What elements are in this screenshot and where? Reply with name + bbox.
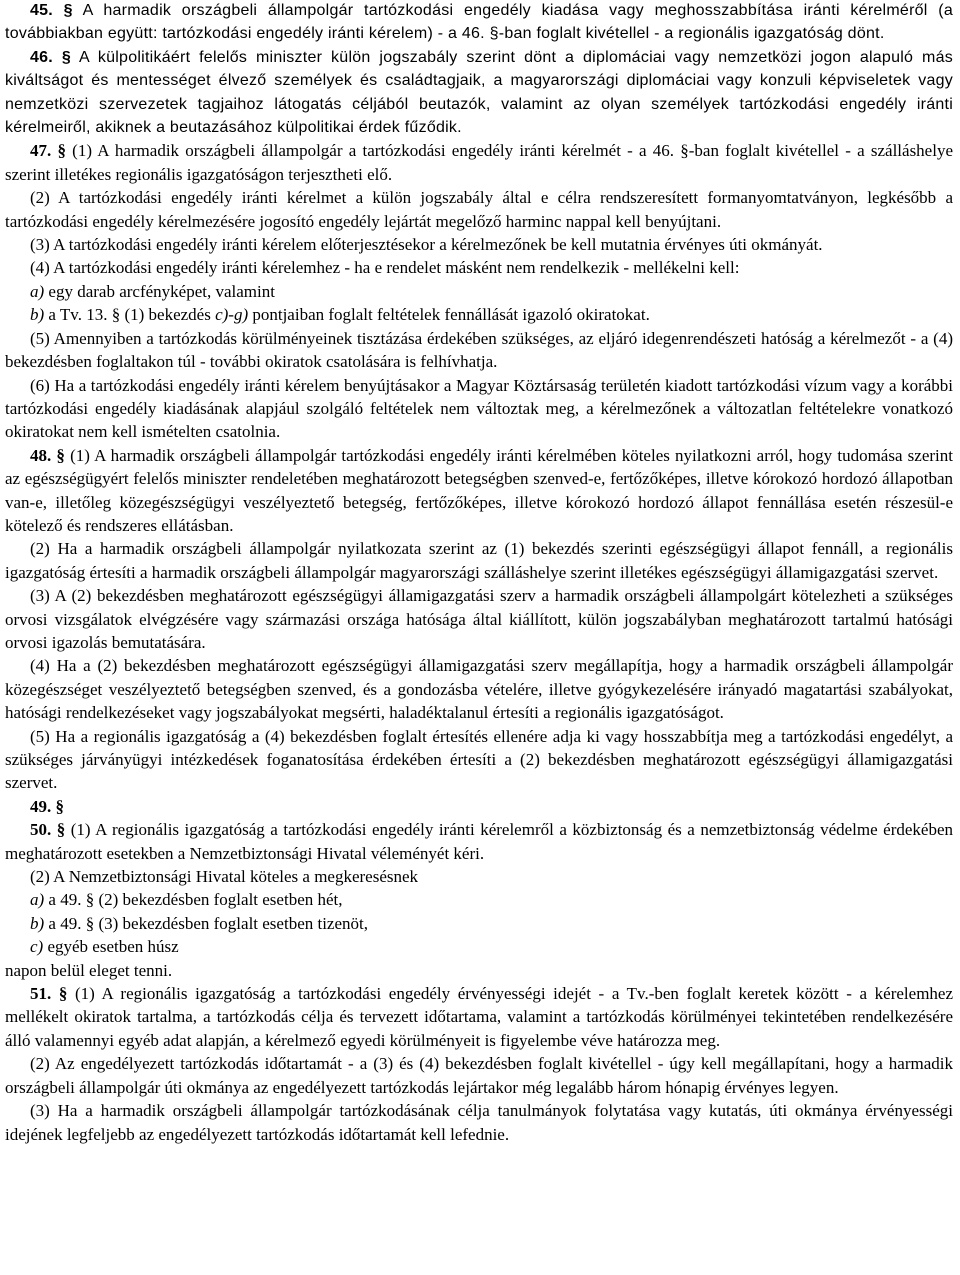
paragraph-text: (4) A tartózkodási engedély iránti kérelemhez - ha e rendelet másként nem rendelkezik - mellékelni kell: [30, 258, 740, 278]
paragraph-text: -ban foglalt kivétellel - a szálláshelye szerint illetékes regionális igazgatóságon terjesztheti elő. [5, 141, 953, 184]
section-number: 51. [30, 984, 52, 1004]
paragraph-text: a 49. [44, 913, 86, 933]
paragraph [5, 982, 953, 1052]
item-letter: b) [30, 913, 45, 933]
paragraph-text: (2) A tartózkodási engedély iránti kérelmet a külön jogszabály által e célra rendszeresített formanyomtatványon, legkésőbb a tartózkodási engedély kérelmezésére jogosító engedély lejártát megelőző harminc nappal kell benyújtani. [5, 188, 953, 231]
section-sign: § [111, 305, 121, 325]
paragraph-text: (3) bekezdésben foglalt esetben tizenöt, [94, 913, 368, 933]
paragraph-text: (2) Ha a harmadik országbeli állampolgár nyilatkozata szerint az (1) bekezdés szerinti egészségügyi állapot fennáll, a regionális igazgatóság értesíti a harmadik országbeli állampolgár magyarországi szálláshelye szerint illetékes egészségügyi államigazgatási szervet. [5, 539, 953, 582]
item-letter: c) [30, 937, 44, 957]
paragraph [5, 444, 953, 538]
section-number: 48. [30, 445, 52, 465]
paragraph [5, 888, 953, 911]
section-number: 49. [30, 796, 52, 816]
paragraph [5, 959, 953, 982]
paragraph-text: -ban foglalt kivétellel - a regionális igazgatóság dönt. [498, 25, 885, 43]
paragraph-text: (1) A harmadik országbeli állampolgár a tartózkodási engedély iránti kérelmét - a 46. [65, 141, 681, 161]
paragraph [5, 725, 953, 795]
section-number: 50. [30, 820, 52, 840]
paragraph [5, 303, 953, 326]
section-sign: § [680, 141, 689, 161]
paragraph [5, 584, 953, 654]
paragraph [5, 912, 953, 935]
section-number: 46. [30, 48, 53, 66]
section-number: 45. [30, 2, 53, 19]
paragraph [5, 865, 953, 888]
paragraph-text: (4) Ha a (2) bekezdésben meghatározott egészségügyi államigazgatási szerv megállapítja, hogy a harmadik országbeli állampolgár közegészséget veszélyeztető betegségben szenved, és a gondozásba vételére, illetve gyógykezelésére irányadó magatartási szabályokat, hatósági rendelkezéseket vagy jogszabályokat megsérti, haladéktalanul értesíti a regionális igazgatóságot. [5, 656, 953, 723]
paragraph-text: A külpolitikáért felelős miniszter külön jogszabály szerint dönt a diplomáciai vagy nemzetközi jogon alapuló más kiváltságot és mentességet élvező személyek és családtagjaik, a magyarországi diplomáciai vagy konzuli képviseletek vagy nemzetközi szervezetek tagjaihoz látogatás céljából beutazók, valamint az olyan személyek tartózkodási engedély iránti kérelmeiről, akiknek a beutazásához külpolitikai érdek fűződik. [5, 48, 953, 137]
paragraph-text: (5) Amennyiben a tartózkodás körülményeinek tisztázása érdekében szükséges, az eljáró idegenrendészeti hatóság a kérelmezőt - a (4) bekezdésben foglaltakon túl - további okiratok csatolására is felhívhatja. [5, 328, 953, 372]
section-sign: § [61, 48, 71, 66]
paragraph-text: egy darab arcfényképet, valamint [44, 281, 275, 301]
paragraph-text: (2) Az engedélyezett tartózkodás időtartamát - a (3) és (4) bekezdésben foglalt kivétellel - úgy kell megállapítani, hogy a harmadik országbeli állampolgár úti okmánya az engedélyezett tartózkodás lejártakor még legalább három hónapig érvényes legyen. [5, 1054, 953, 1097]
item-letter: a) [30, 890, 45, 910]
paragraph [5, 537, 953, 584]
paragraph-text: (1) A harmadik országbeli állampolgár tartózkodási engedély iránti kérelmében köteles nyilatkozni arról, hogy tudomása szerint az egészségügyért felelős miniszter rendeletében meghatározott betegségben szenved-e, fertőzőképes, illetve kórokozó hordozó állapotban van-e, illetőleg közegészségügyi veszélyeztető betegség, fertőzőképes, illetve kórokozó hordozó állapot fennállása esetén részesül-e kötelező és rendszeres ellátásban. [5, 445, 953, 535]
paragraph-text: pontjaiban foglalt feltételek fennállását igazoló okiratokat. [248, 305, 650, 325]
paragraph [5, 256, 953, 279]
paragraph-text: (1) A regionális igazgatóság a tartózkodási engedély iránti kérelemről a közbiztonság és a nemzetbiztonság védelme érdekében meghatározott esetekben a Nemzetbiztonsági Hivatal véleményét kéri. [5, 820, 954, 863]
paragraph-text: (3) A tartózkodási engedély iránti kérelem előterjesztésekor a kérelmezőnek be kell mutatnia érvényes úti okmányát. [30, 235, 823, 255]
paragraph-text: napon belül eleget tenni. [5, 960, 173, 980]
section-sign: § [55, 796, 64, 816]
paragraph-text: A harmadik országbeli állampolgár tartózkodási engedély kiadása vagy meghosszabbítása iránti kérelméről (a továbbiakban együtt: tartózkodási engedély iránti kérelem) - a 46. [5, 2, 953, 43]
paragraph-text: a Tv. 13. [44, 305, 112, 325]
item-letter: a) [30, 281, 45, 301]
paragraph-text: (5) Ha a regionális igazgatóság a (4) bekezdésben foglalt értesítés ellenére adja ki vagy hosszabbítja meg a tartózkodási engedélyt, a szükséges járványügyi intézkedések foganatosítása érdekében értesíti a (2) bekezdésben meghatározott egészségügyi államigazgatási szervet. [5, 726, 953, 793]
paragraph [5, 139, 953, 186]
item-letter: c)-g) [215, 305, 249, 325]
paragraph [5, 327, 953, 374]
paragraph-text: (3) Ha a harmadik országbeli állampolgár tartózkodásának célja tanulmányok folytatása vagy kutatás, úti okmánya érvényességi idejének legfeljebb az engedélyezett tartózkodás időtartamát kell lefednie. [5, 1101, 953, 1144]
section-sign: § [56, 445, 65, 465]
paragraph-text: (6) Ha a tartózkodási engedély iránti kérelem benyújtásakor a Magyar Köztársaság területén kiadott tartózkodási vízum vagy a korábbi tartózkodási engedély kiadásának alapjául szolgáló feltételek nem változtak meg, a kérelmezőnek a változatlan feltételekre vonatkozó okiratokat nem kell ismételten csatolnia. [5, 375, 953, 442]
section-sign: § [57, 141, 66, 161]
section-sign: § [489, 25, 499, 43]
section-sign: § [85, 890, 95, 910]
paragraph [5, 795, 953, 818]
paragraph-text: (1) bekezdés [120, 305, 216, 325]
section-sign: § [63, 2, 73, 19]
paragraph [5, 186, 953, 233]
paragraph [5, 374, 953, 444]
paragraph-text: (1) A regionális igazgatóság a tartózkodási engedély érvényességi idejét - a Tv.-ben foglalt keretek között - a kérelemhez mellékelt okiratok tartalma, a tartózkodás célja és tervezett időtartama, valamint a tartózkodás körülményei tekintetében rendelkezésére álló valamennyi egyéb adat alapján, a kérelmező egyedi körülményeit is figyelembe véve határozza meg. [5, 984, 954, 1050]
paragraph-text: (3) A (2) bekezdésben meghatározott egészségügyi államigazgatási szerv a harmadik országbeli állampolgárt kötelezheti a szükséges orvosi vizsgálatok elvégzésére vagy származási országa hatósága által kiállított, külön jogszabályban meghatározott tartalmú hatósági orvosi igazolás bemutatására. [5, 586, 953, 652]
section-sign: § [56, 820, 66, 840]
paragraph [5, 1052, 953, 1099]
paragraph [5, 654, 953, 724]
section-sign: § [58, 984, 68, 1004]
paragraph [5, 46, 953, 140]
paragraph-text: egyéb esetben húsz [43, 937, 179, 957]
paragraph [5, 0, 953, 46]
paragraph-text: a 49. [44, 890, 86, 910]
paragraph-text: (2) bekezdésben foglalt esetben hét, [94, 890, 343, 910]
document-page [5, 0, 953, 1146]
section-sign: § [85, 913, 95, 933]
item-letter: b) [30, 305, 45, 325]
paragraph [5, 1099, 953, 1146]
paragraph [5, 280, 953, 303]
paragraph-text: (2) A Nemzetbiztonsági Hivatal köteles a megkeresésnek [30, 867, 419, 887]
paragraph [5, 233, 953, 256]
paragraph [5, 935, 953, 958]
paragraph [5, 818, 953, 865]
section-number: 47. [30, 141, 52, 161]
